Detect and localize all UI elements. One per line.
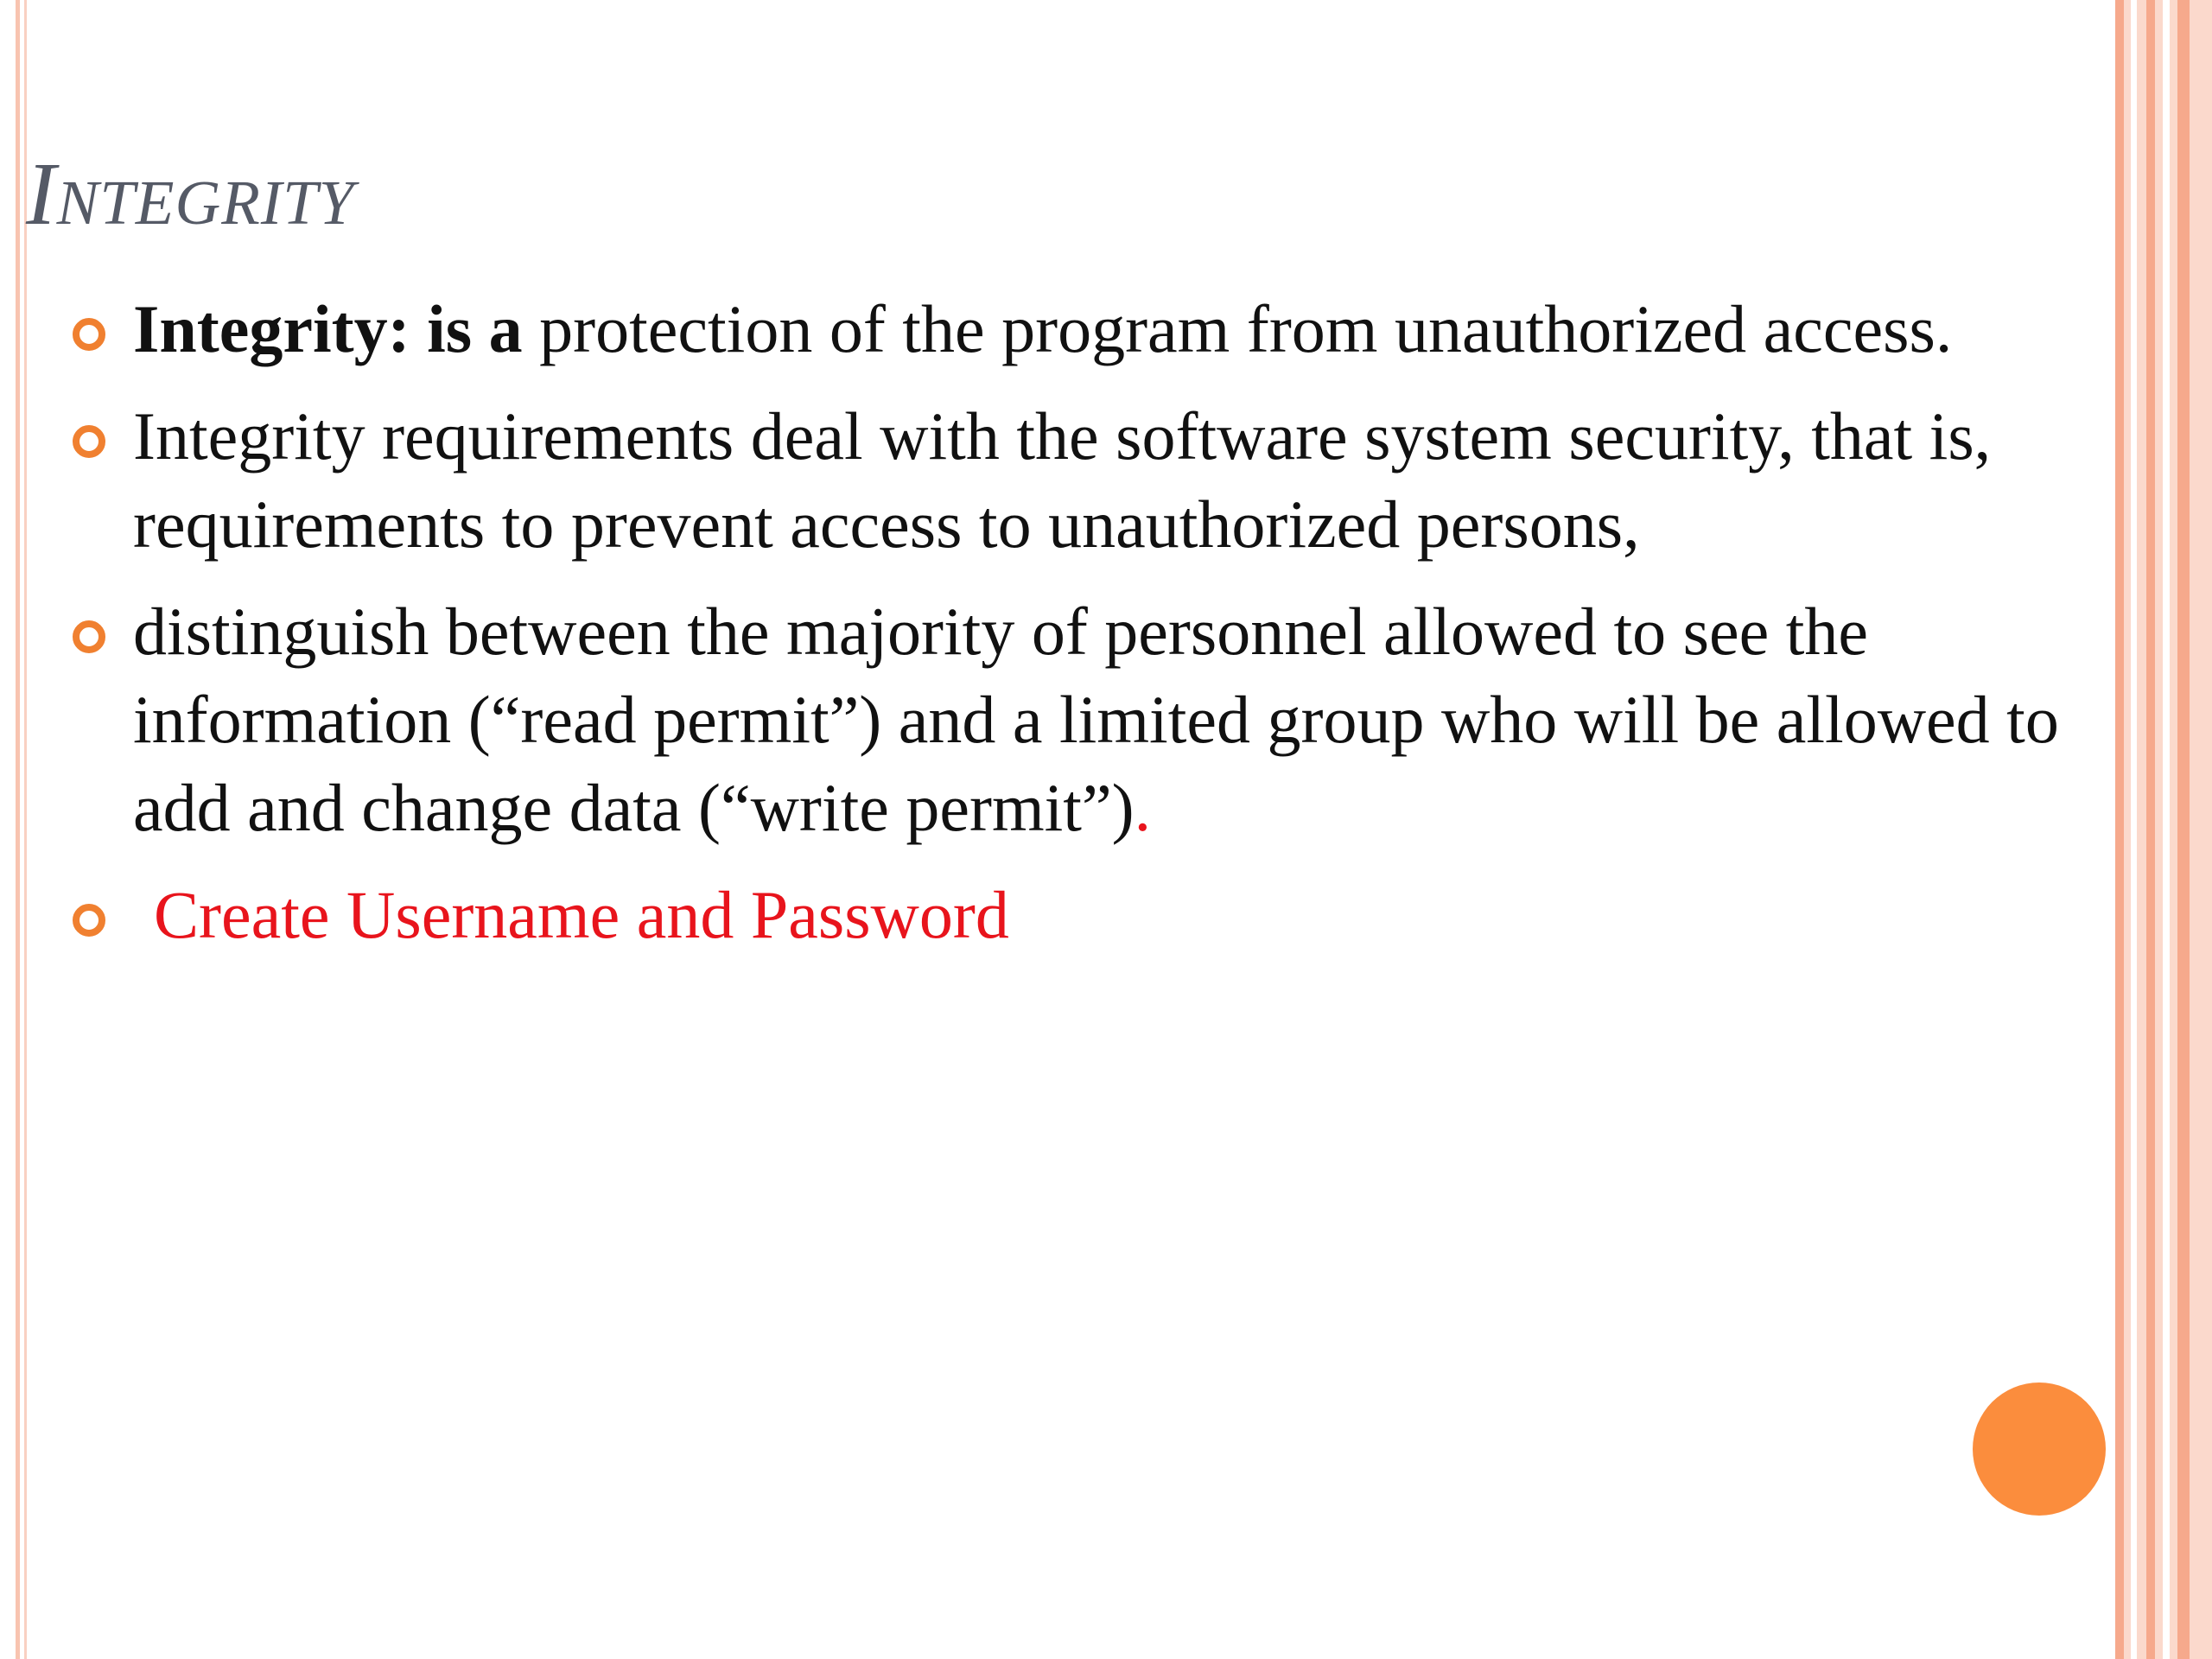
bullet-text: protection of the program from unauthorized access. [522,291,1953,366]
hollow-circle-bullet-icon [73,318,105,351]
bullet-text: Create Username and Password [154,877,1009,952]
slide-title: Integrity [26,144,355,244]
bullet-item-create-credentials [69,871,2091,959]
left-border-line-inner [24,0,27,1659]
hollow-circle-bullet-icon [73,620,105,653]
right-border-gap [2131,0,2137,1659]
bullet-list [69,285,2091,978]
bullet-text: Integrity requirements deal with the software system security, that is, requirements to prevent access to unauthorized persons, [133,398,1992,562]
bullet-item-requirements [69,392,2091,569]
right-border-line [2146,0,2155,1659]
bullet-text: distinguish between the majority of personnel allowed to see the information (“read permit”) and a limited group who will be allowed to add and change data (“write permit”) [133,594,2059,845]
bullet-red-period: . [1134,770,1152,845]
orange-circle-icon [1973,1382,2106,1516]
hollow-circle-bullet-icon [73,904,105,937]
bullet-item-permissions [69,588,2091,852]
bullet-bold-prefix: Integrity: is a [133,291,523,366]
left-border-line [16,0,20,1659]
hollow-circle-bullet-icon [73,425,105,458]
right-border-gap [2163,0,2170,1659]
right-border-line [2177,0,2190,1659]
right-border-line [2115,0,2124,1659]
bullet-item-definition [69,285,2091,373]
